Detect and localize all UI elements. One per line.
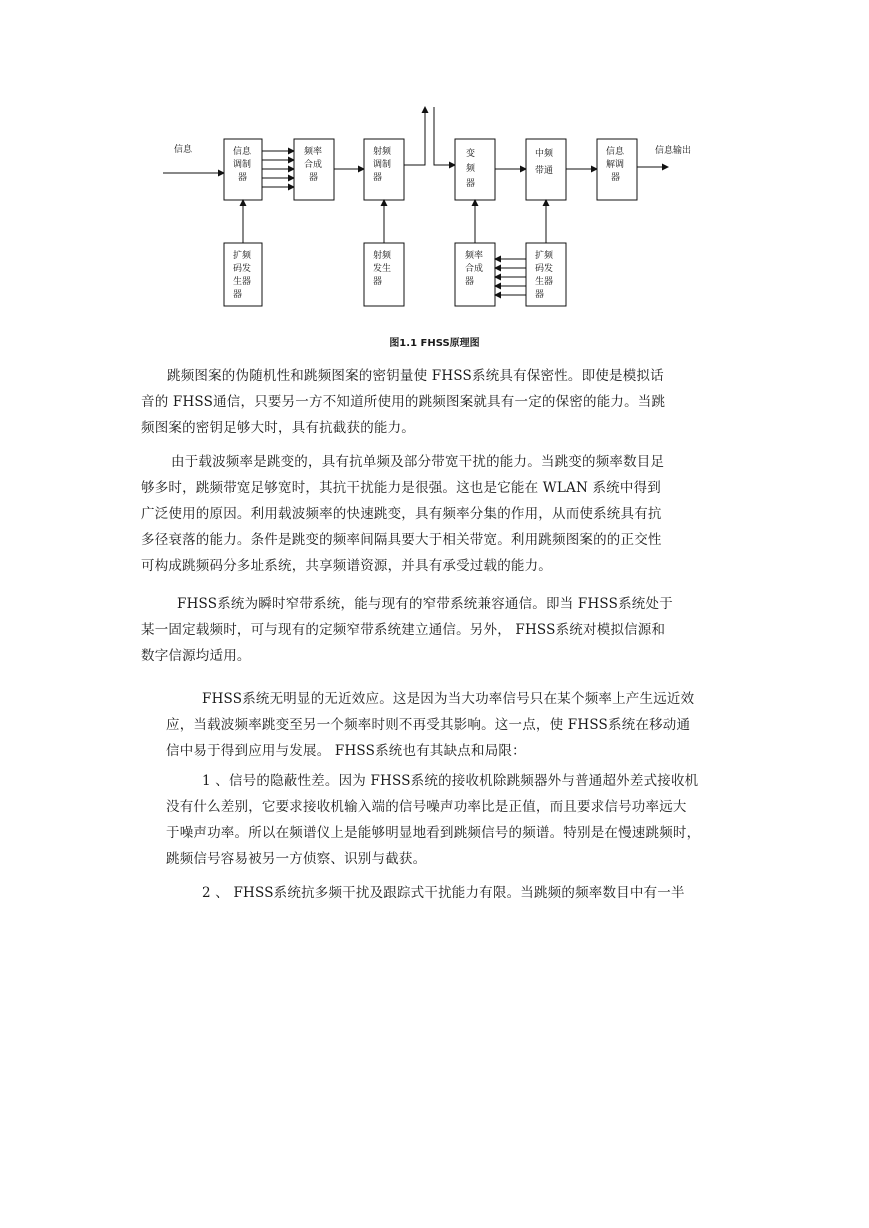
channel-antennas [404,107,455,165]
block-line: 变 [466,149,476,159]
block-line: 调制 [233,160,252,170]
paragraph-6 [166,880,685,906]
block-line: 生器 [233,277,252,287]
block-line: 射频 [373,147,392,157]
block-line: 器 [535,290,545,300]
block-line: 信息 [606,147,625,157]
spread-gen-rx-block [526,243,566,306]
text-line: 某一固定载频时，可与现有的定频窄带系统建立通信。另外， FHSS系统对模拟信源和 [141,622,666,638]
block-line: 发生 [373,264,392,274]
block-line: 带通 [535,166,554,176]
text-line: 于噪声功率。所以在频谱仪上是能够明显地看到跳频信号的频谱。特别是在慢速跳频时， [166,825,701,841]
block-line: 生器 [535,277,554,287]
block-line: 合成 [304,160,323,170]
text-line: 数字信源均适用。 [141,648,251,664]
block-line: 信息 [233,147,252,157]
input-label: 信息 [174,145,193,155]
text-line: 应，当载波频率跳变至另一个频率时则不再受其影响。这一点，使 FHSS系统在移动通 [166,717,691,733]
block-line: 扩频 [535,251,554,261]
paragraph-2 [141,449,664,579]
block-line: 器 [373,277,383,287]
spread-gen-tx-block [224,243,262,306]
block-line: 频率 [465,251,484,261]
text-line: 音的 FHSS通信，只要另一方不知道所使用的跳频图案就具有一定的保密的能力。当跳 [141,394,666,410]
block-line: 中频 [535,149,554,159]
paragraph-3 [141,591,673,669]
text-line: 够多时，跳频带宽足够宽时，其抗干扰能力是很强。这也是它能在 WLAN 系统中得到 [141,480,661,496]
block-line: 器 [233,290,243,300]
block-line: 器 [465,277,475,287]
text-line: 跳频图案的伪随机性和跳频图案的密钥量使 FHSS系统具有保密性。即使是模拟话 [167,368,664,384]
text-line: 2 、 FHSS系统抗多频干扰及跟踪式干扰能力有限。当跳频的频率数目中有一半 [202,885,685,901]
rf-modulator-block [364,139,404,200]
text-line: 多径衰落的能力。条件是跳变的频率间隔具要大于相关带宽。利用跳频图案的的正交性 [141,532,662,548]
text-line: FHSS系统无明显的无近效应。这是因为当大功率信号只在某个频率上产生远近效 [202,691,695,707]
block-line: 扩频 [233,251,252,261]
block-line: 解调 [606,160,625,170]
block-line: 调制 [373,160,392,170]
block-line: 器 [611,173,621,183]
freq-synth-tx-block [294,139,334,200]
block-line: 器 [309,173,319,183]
text-line: 1 、信号的隐蔽性差。因为 FHSS系统的接收机除跳频器外与普通超外差式接收机 [202,773,699,789]
rf-generator-block [364,243,404,306]
text-line: 跳频信号容易被另一方侦察、识别与截获。 [166,851,427,867]
block-line: 频率 [304,147,323,157]
modulator-to-synth-arrows [262,151,294,187]
text-line: 可构成跳频码分多址系统，共享频谱资源，并具有承受过载的能力。 [141,558,552,574]
text-line: 没有什么差别，它要求接收机输入端的信号噪声功率比是正值，而且要求信号功率远大 [166,799,687,815]
block-line: 器 [238,173,248,183]
spread-to-synth-arrows [495,259,526,295]
block-line: 合成 [465,264,484,274]
block-line: 码发 [535,264,554,274]
block-line: 频 [466,164,476,174]
paragraph-5 [166,768,700,872]
freq-synth-rx-block [455,243,495,306]
text-line: 信中易于得到应用与发展。 FHSS系统也有其缺点和局限： [166,743,526,759]
if-bandpass-block [526,139,566,200]
paragraph-4 [166,686,694,764]
text-line: 频图案的密钥足够大时，具有抗截获的能力。 [141,420,415,436]
text-line: 由于载波频率是跳变的，具有抗单频及部分带宽干扰的能力。当跳变的频率数目足 [171,454,665,470]
info-modulator-block [224,139,262,200]
info-demodulator-block [597,139,637,200]
block-line: 器 [373,173,383,183]
figure-caption: 图1.1 FHSS原理图 [389,338,480,349]
paragraph-1 [141,363,665,441]
block-line: 码发 [233,264,252,274]
block-line: 器 [466,179,476,189]
fhss-block-diagram [0,0,869,360]
mixer-block [455,139,495,200]
output-label: 信息输出 [655,146,692,156]
block-line: 射频 [373,251,392,261]
text-line: 广泛使用的原因。利用载波频率的快速跳变，具有频率分集的作用，从而使系统具有抗 [141,506,662,522]
text-line: FHSS系统为瞬时窄带系统，能与现有的窄带系统兼容通信。即当 FHSS系统处于 [177,596,673,612]
